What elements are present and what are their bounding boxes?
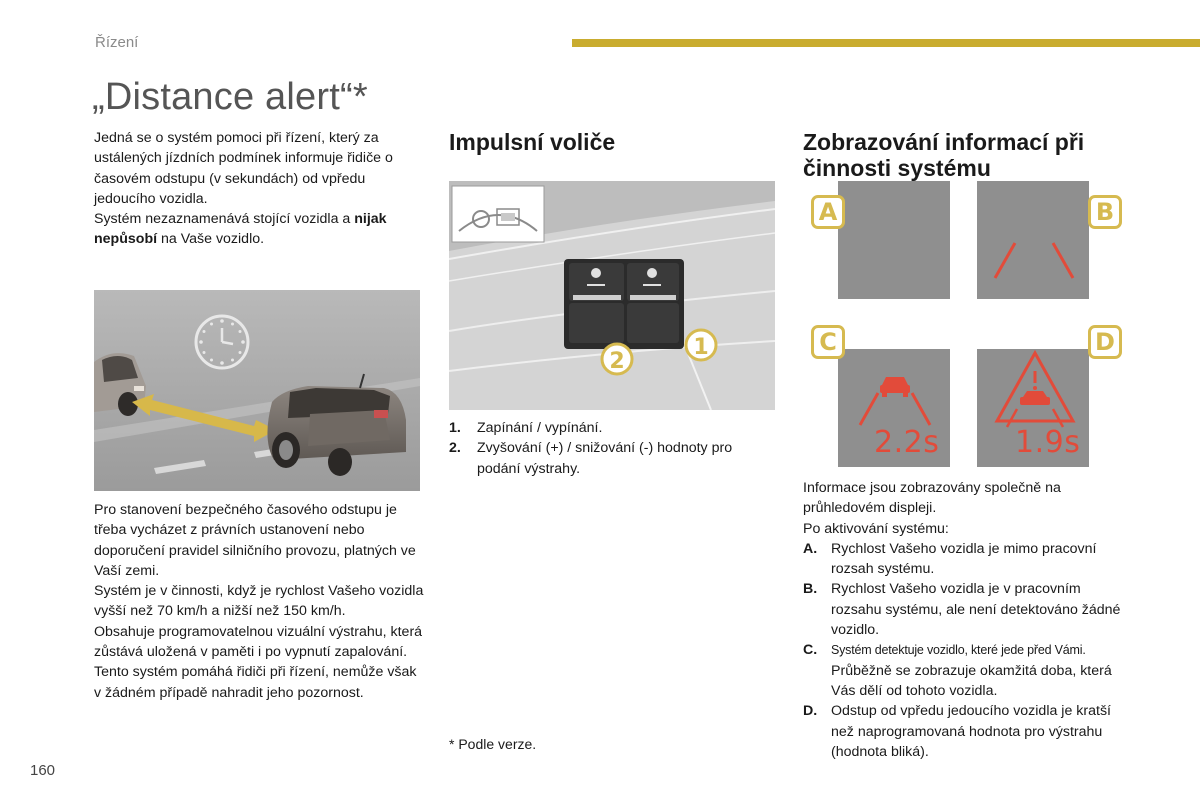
display-panel-a (838, 181, 950, 299)
lane-lines-icon (977, 181, 1089, 299)
display-panel-c (838, 349, 950, 467)
callout-1-label: 1 (693, 335, 709, 360)
body-paragraph-1: Pro stanovení bezpečného časového odstupu je třeba vycházet z právních ustanovení nebo doporučení pravidel silničního provozu, platných ve Vaší zemi. (94, 502, 416, 579)
list-item-key: D. (803, 703, 818, 720)
display-list (803, 539, 1133, 762)
body-paragraph-3: Obsahuje programovatelnou vizuální výstrahu, která zůstává uložená v paměti i po vypnutí zapalování. (94, 623, 423, 661)
time-gap-value-d: 1.9s (1015, 425, 1081, 460)
intro-paragraph-1: Jedná se o systém pomoci při řízení, který za ustálených jízdních podmínek informuje řidiče o časovém odstupu (v sekundách) od vpředu jedoucího vozidla. (94, 130, 393, 207)
list-item-text: Odstup od vpředu jedoucího vozidla je kratší než naprogramovaná hodnota pro výstrahu (hodnota bliká). (831, 703, 1111, 760)
display-panel-b (977, 181, 1089, 299)
list-item-number: 2. (449, 440, 461, 457)
callout-2 (602, 344, 632, 374)
list-item-text: Zvyšování (+) / snižování (-) hodnoty pro podání výstrahy. (477, 440, 733, 477)
list-item (803, 640, 1133, 701)
intro-p2-bold: nijak nepůsobí (94, 211, 387, 248)
display-heading: Zobrazování informací při činnosti systému (803, 129, 1085, 181)
list-item (449, 418, 769, 438)
display-intro-2: Po aktivování systému: (803, 520, 949, 537)
list-item (803, 579, 1133, 640)
intro-p2-end: na Vaše vozidlo. (157, 231, 265, 248)
switch-buttons (564, 259, 684, 349)
body-paragraph-4: Tento systém pomáhá řidiči při řízení, nemůže však v žádném případě nahradit jeho pozornost. (94, 664, 417, 701)
time-gap-value-c: 2.2s (874, 425, 940, 460)
page-title: „Distance alert“* (92, 76, 368, 118)
list-item-text: Zapínání / vypínání. (477, 420, 603, 436)
list-item-key: A. (803, 540, 818, 557)
intro-p2-start: Systém nezaznamenává stojící vozidla a (94, 211, 355, 228)
switches-list (449, 418, 769, 479)
callout-2-label: 2 (609, 349, 625, 374)
list-item-text-small: Systém detektuje vozidlo, které jede před Vámi. (831, 643, 1086, 658)
display-intro-1: Informace jsou zobrazovány společně na průhledovém displeji. (803, 480, 1061, 517)
switches-heading: Impulsní voliče (449, 129, 616, 155)
interior-inset (452, 186, 544, 242)
intro-text (94, 128, 424, 250)
panel-badge-b: B (1088, 195, 1122, 229)
list-item-key: B. (803, 581, 818, 598)
body-text (94, 500, 424, 703)
display-description (803, 478, 1133, 762)
section-label: Řízení (95, 34, 139, 51)
body-paragraph-2: Systém je v činnosti, když je rychlost Vašeho vozidla vyšší než 70 km/h a nižší než 150 km/h. (94, 583, 424, 620)
distance-illustration (94, 290, 420, 491)
list-item-text: Rychlost Vašeho vozidla je mimo pracovní rozsah systému. (831, 540, 1097, 578)
list-item-key: C. (803, 642, 818, 659)
callout-1 (686, 330, 716, 360)
footnote: * Podle verze. (449, 736, 537, 752)
list-item-number: 1. (449, 420, 461, 436)
panel-badge-a: A (811, 195, 845, 229)
list-item (803, 539, 1133, 580)
list-item-text: Rychlost Vašeho vozidla je v pracovním rozsahu systému, ale není detektováno žádné vozidlo. (831, 581, 1121, 639)
panel-badge-d: D (1088, 325, 1122, 359)
intro-paragraph-2 (94, 209, 424, 250)
page-number: 160 (30, 762, 56, 779)
display-panel-d (977, 349, 1089, 467)
list-item (803, 701, 1133, 762)
list-item (449, 438, 769, 479)
list-item-text: Průběžně se zobrazuje okamžitá doba, která Vás dělí od tohoto vozidla. (831, 662, 1112, 699)
header-accent-bar (572, 39, 1200, 47)
switches-illustration (449, 181, 775, 410)
panel-badge-c: C (811, 325, 845, 359)
